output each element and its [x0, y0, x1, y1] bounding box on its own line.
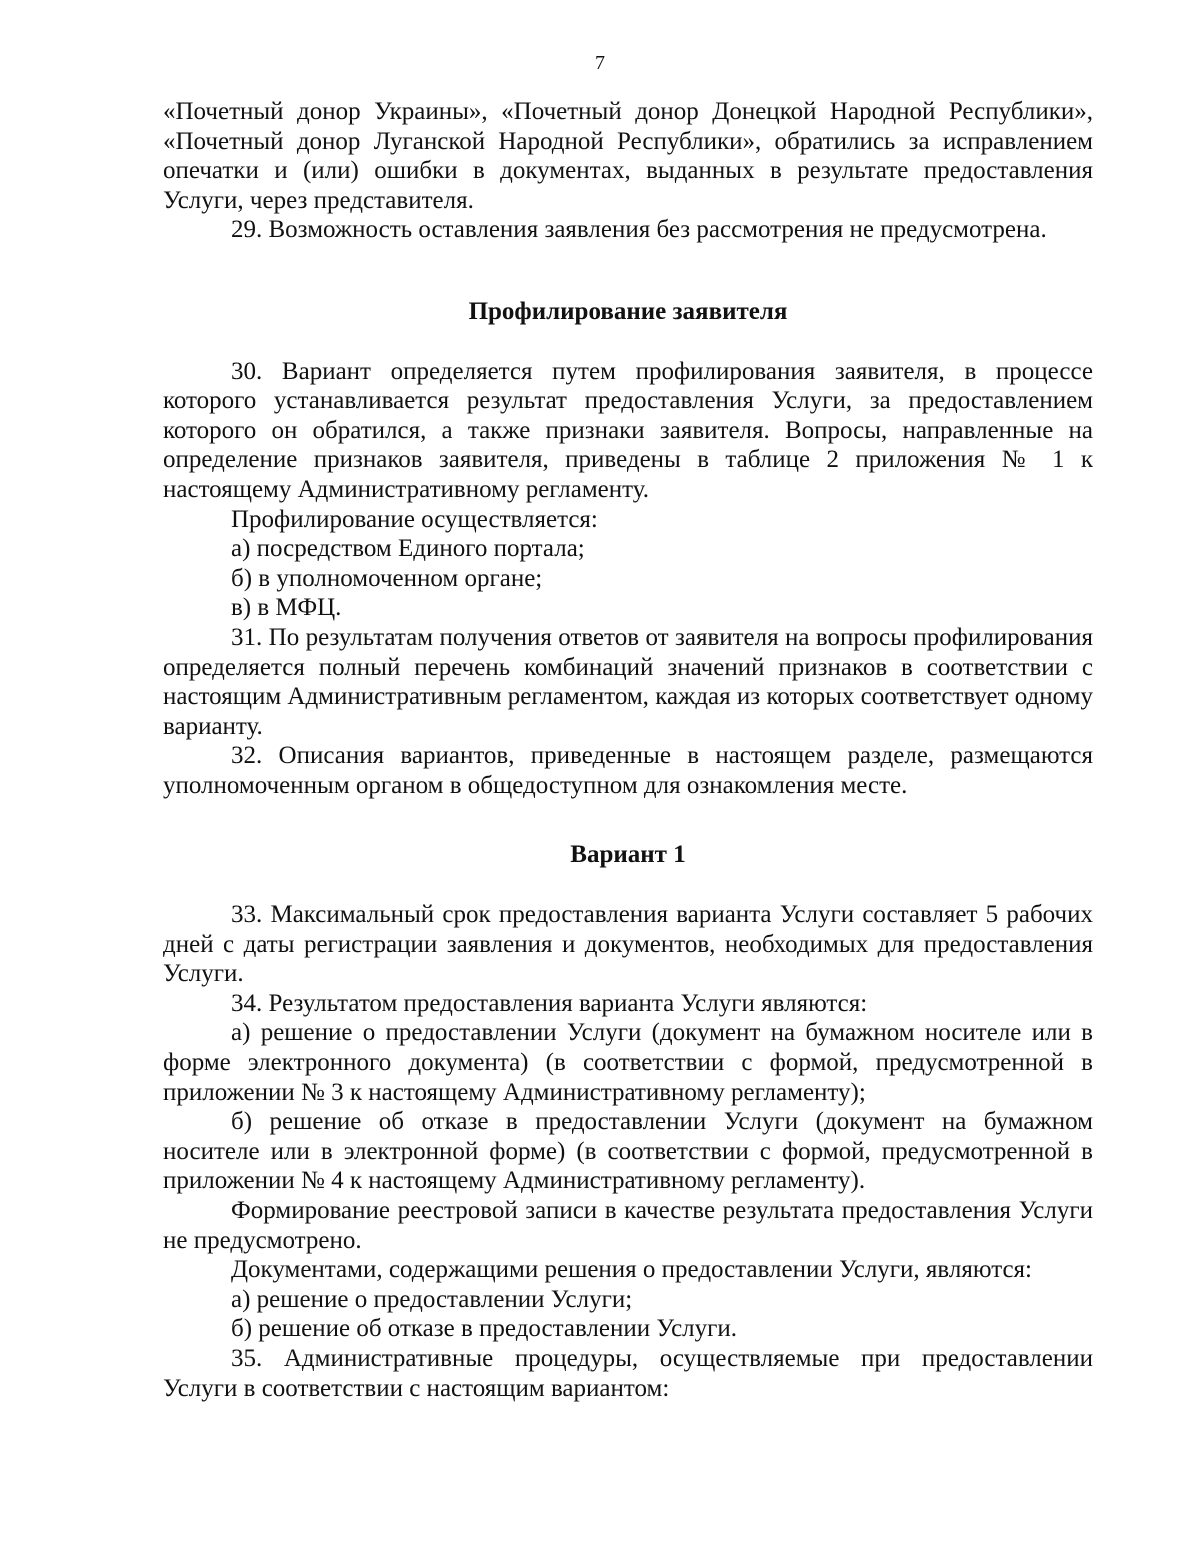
paragraph: Формирование реестровой записи в качестве результата предоставления Услуги не предусмотрено. — [163, 1197, 1093, 1254]
section-heading-variant-1: Вариант 1 — [570, 841, 686, 869]
paragraph: 33. Максимальный срок предоставления варианта Услуги составляет 5 рабочих дней с даты регистрации заявления и документов, необходимых для предоставления Услуги. — [163, 901, 1093, 988]
section-heading-profiling: Профилирование заявителя — [468, 297, 788, 325]
paragraph: Профилирование осуществляется: — [231, 505, 598, 533]
paragraph: 29. Возможность оставления заявления без рассмотрения не предусмотрена. — [231, 216, 1047, 244]
paragraph: Документами, содержащими решения о предоставлении Услуги, являются: — [231, 1256, 1032, 1284]
paragraph: 31. По результатам получения ответов от заявителя на вопросы профилирования определяется полный перечень комбинаций значений признаков в соответствии с настоящим Административным регламентом, каждая из которых соответствует одному варианту. — [163, 623, 1093, 740]
list-item: б) в уполномоченном органе; — [231, 564, 543, 592]
list-item: а) посредством Единого портала; — [231, 535, 585, 563]
paragraph: 34. Результатом предоставления варианта Услуги являются: — [231, 989, 868, 1017]
list-item: б) решение об отказе в предоставлении Услуги (документ на бумажном носителе или в электронной форме) (в соответствии с формой, предусмотренной в приложении № 4 к настоящему Административному регламенту). — [163, 1108, 1093, 1195]
paragraph: 30. Вариант определяется путем профилирования заявителя, в процессе которого устанавливается результат предоставления Услуги, за предоставлением которого он обратился, а также признаки заявителя. Вопросы, направленные на определение признаков заявителя, приведены в таблице 2 приложения № 1 к настоящему Административному регламенту. — [163, 357, 1093, 503]
paragraph: 32. Описания вариантов, приведенные в настоящем разделе, размещаются уполномоченным органом в общедоступном для ознакомления месте. — [163, 742, 1093, 799]
list-item: в) в МФЦ. — [231, 594, 342, 622]
list-item: а) решение о предоставлении Услуги (документ на бумажном носителе или в форме электронного документа) (в соответствии с формой, предусмотренной в приложении № 3 к настоящему Административному регламенту); — [163, 1019, 1093, 1106]
paragraph: «Почетный донор Украины», «Почетный донор Донецкой Народной Республики», «Почетный донор Луганской Народной Республики», обратились за исправлением опечатки и (или) ошибки в документах, выданных в результате предоставления Услуги, через представителя. — [163, 98, 1093, 214]
list-item: б) решение об отказе в предоставлении Услуги. — [231, 1315, 738, 1343]
page-number: 7 — [595, 52, 605, 74]
paragraph: 35. Административные процедуры, осуществляемые при предоставлении Услуги в соответствии с настоящим вариантом: — [163, 1344, 1093, 1402]
document-body — [163, 97, 1093, 1403]
list-item: а) решение о предоставлении Услуги; — [231, 1285, 633, 1313]
